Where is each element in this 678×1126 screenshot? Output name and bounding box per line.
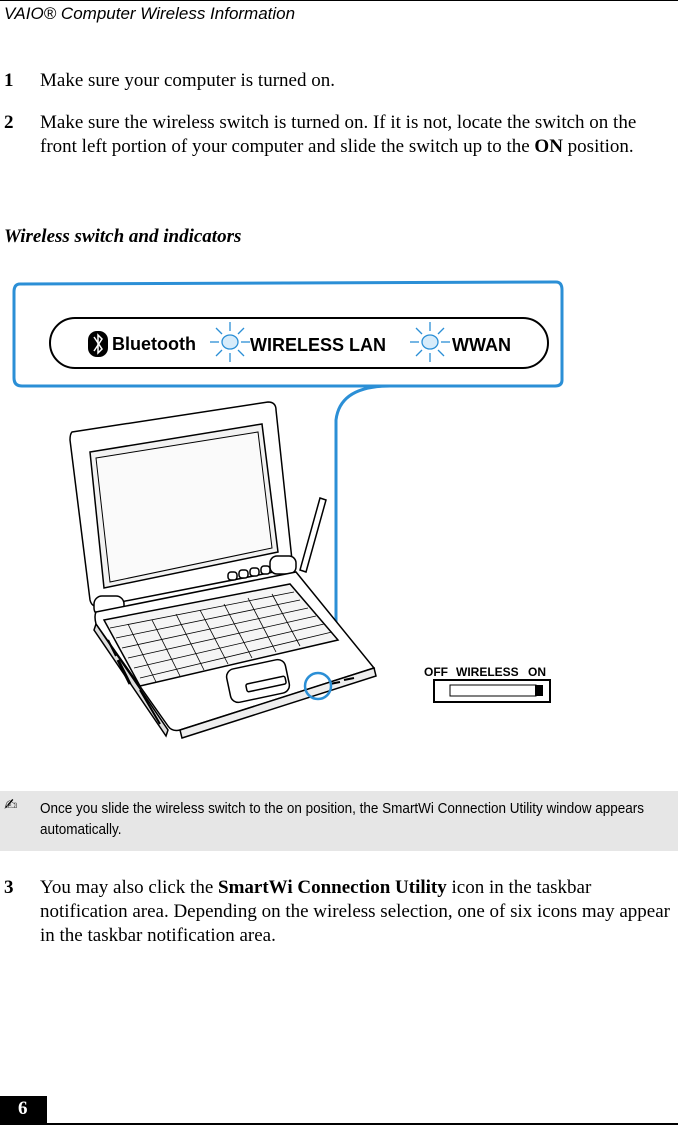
on-bold: ON (534, 136, 563, 157)
page-number: 6 (18, 1098, 28, 1119)
running-header: VAIO® Computer Wireless Information (4, 4, 296, 23)
switch-off-label: OFF (424, 665, 448, 679)
step-text: Make sure the wireless switch is turned on. If it is not, locate the switch on the front left portion of your computer and slide the switch up to the ON position. (40, 112, 637, 157)
step-number: 2 (4, 112, 14, 133)
step-text: You may also click the SmartWi Connection Utility icon in the taskbar notification area. Depending on the wireless selection, one of six icons may appear in the taskbar notification area. (40, 877, 670, 946)
smartwi-bold: SmartWi Connection Utility (218, 877, 447, 898)
step-text: Make sure your computer is turned on. (40, 70, 335, 91)
wwan-light-icon (410, 322, 450, 362)
wlan-label: WIRELESS LAN (250, 335, 387, 355)
wlan-light-icon (210, 322, 250, 362)
pencil-icon: ✍ (4, 795, 18, 814)
switch-on-label: ON (528, 665, 546, 679)
wireless-figure (0, 274, 678, 744)
step-number: 3 (4, 877, 14, 898)
footer-rule (0, 1123, 678, 1125)
note-box (0, 791, 678, 851)
wwan-label: WWAN (452, 335, 511, 355)
header-top-rule (0, 0, 678, 1)
switch-wireless-label: WIRELESS (456, 665, 519, 679)
note-text: Once you slide the wireless switch to the on position, the SmartWi Connection Utility window appears automatically. (40, 800, 645, 838)
bluetooth-label: Bluetooth (112, 334, 196, 354)
figure-caption: Wireless switch and indicators (4, 226, 242, 247)
step-number: 1 (4, 70, 14, 91)
